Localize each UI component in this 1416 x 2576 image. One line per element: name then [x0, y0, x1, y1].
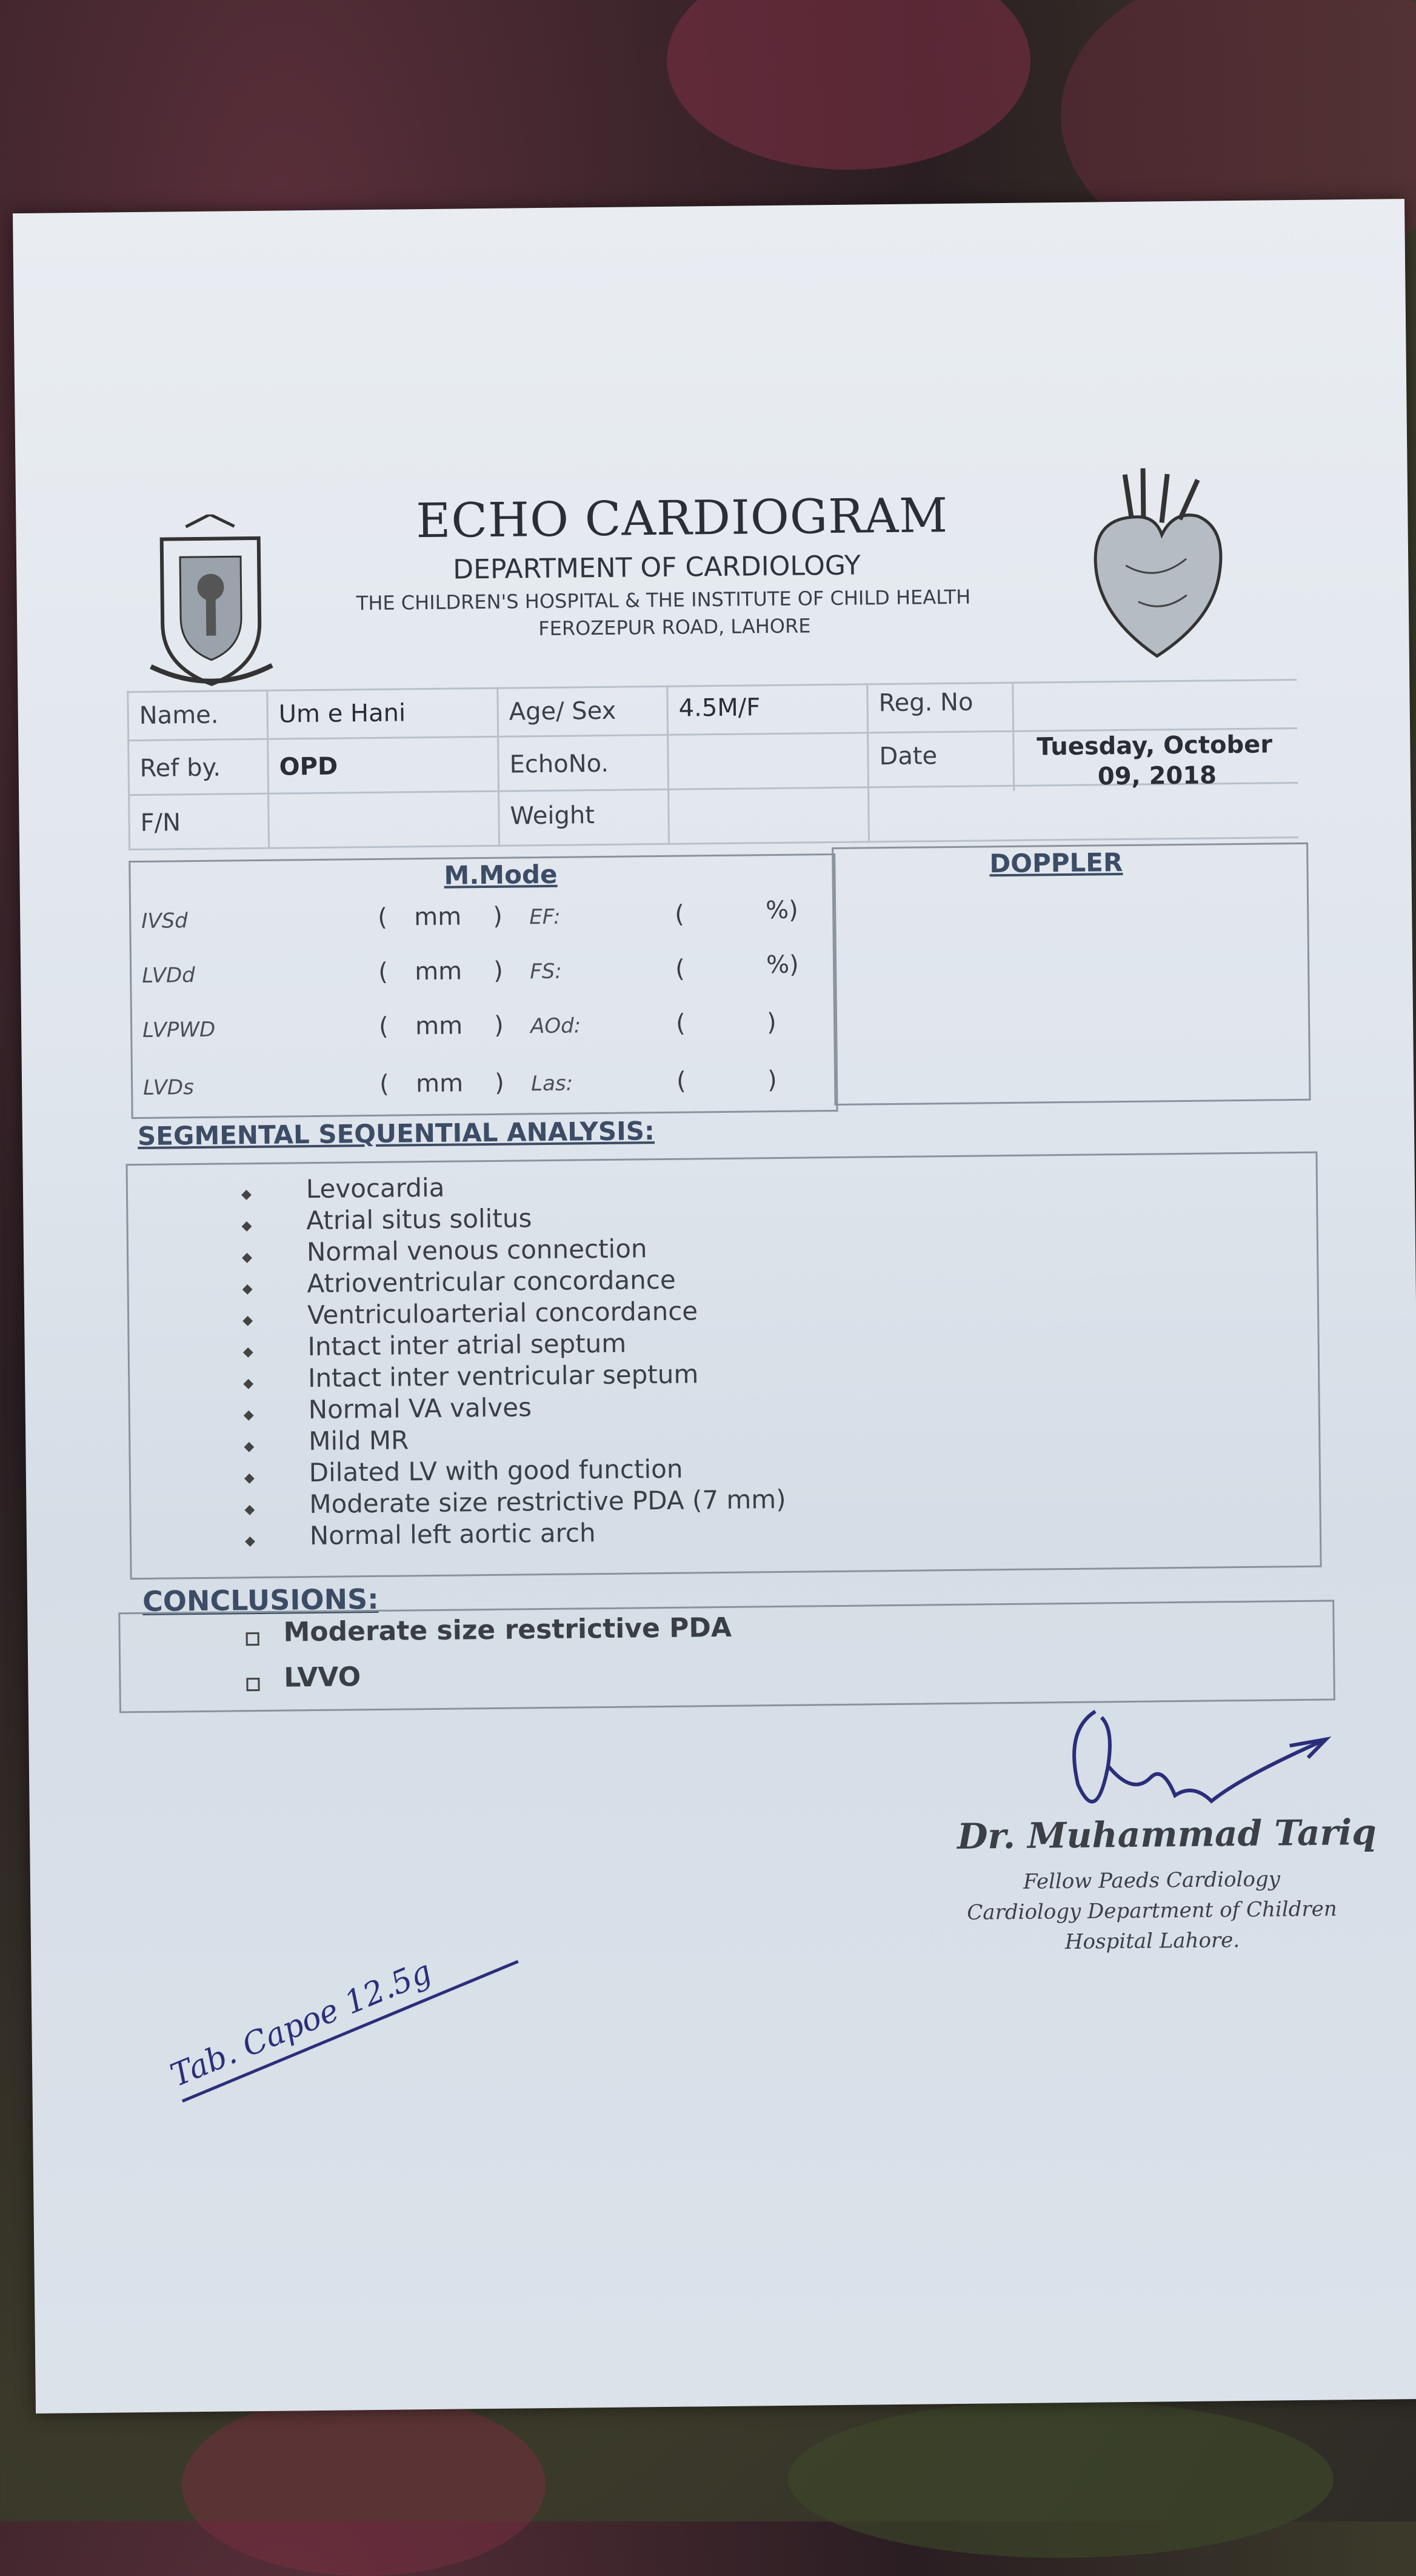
- mmode-row: [141, 896, 821, 939]
- conclusion-text: Moderate size restrictive PDA: [283, 1612, 732, 1648]
- handwritten-note-text: Tab. Capoe 12.5g: [165, 1953, 437, 2095]
- fn-label: F/N: [140, 809, 181, 837]
- segmental-item: [242, 1296, 698, 1330]
- mmode-right-label: AOd:: [530, 1013, 581, 1039]
- date-value-line1: Tuesday, October: [1037, 730, 1273, 761]
- open-paren: (: [675, 1009, 686, 1038]
- segmental-item-text: Normal venous connection: [306, 1233, 647, 1267]
- hospital-address: FEROZEPUR ROAD, LAHORE: [538, 614, 811, 641]
- open-paren: (: [675, 955, 686, 983]
- mmode-left-label: LVDd: [142, 963, 195, 988]
- open-paren: (: [378, 958, 389, 986]
- open-paren: (: [378, 1012, 389, 1041]
- segmental-item: [242, 1233, 647, 1267]
- segmental-item-text: Normal left aortic arch: [309, 1518, 596, 1551]
- conclusion-item: [246, 1661, 361, 1693]
- segmental-item: [242, 1329, 626, 1363]
- segmental-item: [245, 1518, 596, 1551]
- echo-no-label: EchoNo.: [509, 749, 609, 779]
- mmode-row: [143, 1063, 823, 1106]
- bullet-icon: ◆: [244, 1470, 255, 1486]
- bullet-icon: ◆: [243, 1407, 254, 1423]
- date-label: Date: [879, 742, 938, 771]
- doctor-name: Dr. Muhammad Tariq: [957, 1811, 1377, 1857]
- doctor-hospital: Hospital Lahore.: [1064, 1928, 1240, 1955]
- ref-by-label: Ref by.: [139, 753, 221, 782]
- segmental-item-text: Atrial situs solitus: [306, 1203, 532, 1236]
- segmental-heading: SEGMENTAL SEQUENTIAL ANALYSIS:: [137, 1116, 655, 1152]
- mmode-row: [142, 950, 821, 994]
- handwritten-prescription-note: [165, 1921, 519, 2103]
- checkbox-icon: [246, 1632, 259, 1645]
- bullet-icon: ◆: [242, 1281, 253, 1297]
- mmode-row: [142, 1005, 822, 1049]
- close-paren: ): [767, 1066, 777, 1095]
- open-paren: (: [674, 900, 685, 929]
- bullet-icon: ◆: [242, 1344, 253, 1360]
- close-paren: ): [493, 902, 503, 930]
- conclusions-heading: CONCLUSIONS:: [142, 1582, 379, 1618]
- close-paren: ): [494, 1069, 504, 1097]
- date-value-line2: 09, 2018: [1097, 761, 1217, 791]
- bullet-icon: ◆: [241, 1187, 252, 1203]
- age-sex-label: Age/ Sex: [509, 696, 616, 726]
- mmode-right-label: EF:: [529, 904, 561, 930]
- fabric-pattern: [788, 2400, 1334, 2558]
- hospital-crest-icon: [137, 513, 284, 696]
- open-paren: (: [676, 1067, 686, 1095]
- segmental-item: [243, 1392, 532, 1425]
- segmental-item: [244, 1425, 409, 1457]
- segmental-item: [241, 1173, 445, 1205]
- doctor-department: Cardiology Department of Children: [967, 1897, 1337, 1925]
- close-paren: ): [766, 1009, 776, 1037]
- segmental-item-text: Intact inter ventricular septum: [307, 1359, 699, 1393]
- bullet-icon: ◆: [243, 1376, 254, 1392]
- mmode-left-label: IVSd: [141, 909, 188, 933]
- segmental-item-text: Normal VA valves: [308, 1392, 532, 1425]
- report-title: ECHO CARDIOGRAM: [415, 488, 949, 549]
- unit-mm: mm: [415, 1012, 463, 1041]
- bullet-icon: ◆: [242, 1313, 253, 1329]
- segmental-item: [244, 1484, 786, 1520]
- ref-by-value: OPD: [279, 752, 338, 781]
- hospital-name: THE CHILDREN'S HOSPITAL & THE INSTITUTE OF CHILD HEALTH: [356, 585, 971, 615]
- segmental-item: [241, 1203, 532, 1236]
- mmode-left-label: LVPWD: [142, 1017, 216, 1043]
- segmental-item-text: Atrioventricular concordance: [307, 1264, 676, 1299]
- segmental-item: [243, 1359, 699, 1393]
- open-paren: (: [378, 903, 388, 932]
- doctor-title: Fellow Paeds Cardiology: [1023, 1867, 1281, 1894]
- name-label: Name.: [139, 701, 219, 730]
- mmode-right-label: FS:: [529, 959, 563, 984]
- bullet-icon: ◆: [244, 1533, 256, 1549]
- echo-report-sheet: [13, 199, 1416, 2414]
- patient-name: Um e Hani: [278, 699, 406, 729]
- anatomical-heart-icon: [1076, 461, 1236, 669]
- conclusion-item: [245, 1612, 732, 1648]
- segmental-item-text: Moderate size restrictive PDA (7 mm): [309, 1484, 786, 1520]
- reg-no-label: Reg. No: [878, 688, 974, 718]
- close-paren: ): [493, 1011, 504, 1039]
- doppler-box: [832, 843, 1311, 1106]
- age-sex-value: 4.5M/F: [678, 693, 761, 722]
- mmode-heading: M.Mode: [444, 859, 558, 890]
- weight-label: Weight: [510, 801, 595, 830]
- close-paren: ): [493, 956, 504, 985]
- mmode-left-label: LVDs: [142, 1075, 195, 1100]
- doppler-heading: DOPPLER: [989, 847, 1123, 879]
- conclusion-text: LVVO: [284, 1661, 361, 1693]
- unit-percent: %): [766, 950, 799, 979]
- fabric-pattern: [667, 0, 1030, 170]
- segmental-item-text: Intact inter atrial septum: [307, 1328, 627, 1362]
- segmental-item-text: Ventriculoarterial concordance: [307, 1296, 698, 1330]
- unit-mm: mm: [414, 957, 463, 986]
- unit-percent: %): [765, 896, 799, 925]
- fabric-pattern: [182, 2394, 546, 2576]
- checkbox-icon: [246, 1677, 259, 1690]
- bullet-icon: ◆: [244, 1502, 255, 1518]
- handwritten-underline: [182, 1960, 519, 2103]
- segmental-item: [244, 1454, 683, 1489]
- mmode-right-label: Las:: [530, 1071, 573, 1096]
- open-paren: (: [379, 1070, 389, 1098]
- unit-mm: mm: [414, 903, 462, 932]
- segmental-item: [242, 1265, 676, 1299]
- segmental-item-text: Levocardia: [306, 1172, 445, 1204]
- bullet-icon: ◆: [244, 1439, 255, 1455]
- department-name: DEPARTMENT OF CARDIOLOGY: [452, 550, 861, 586]
- segmental-item-text: Dilated LV with good function: [309, 1453, 683, 1488]
- segmental-item-text: Mild MR: [308, 1425, 409, 1457]
- bullet-icon: ◆: [241, 1250, 253, 1266]
- unit-mm: mm: [415, 1069, 464, 1098]
- bullet-icon: ◆: [241, 1218, 252, 1234]
